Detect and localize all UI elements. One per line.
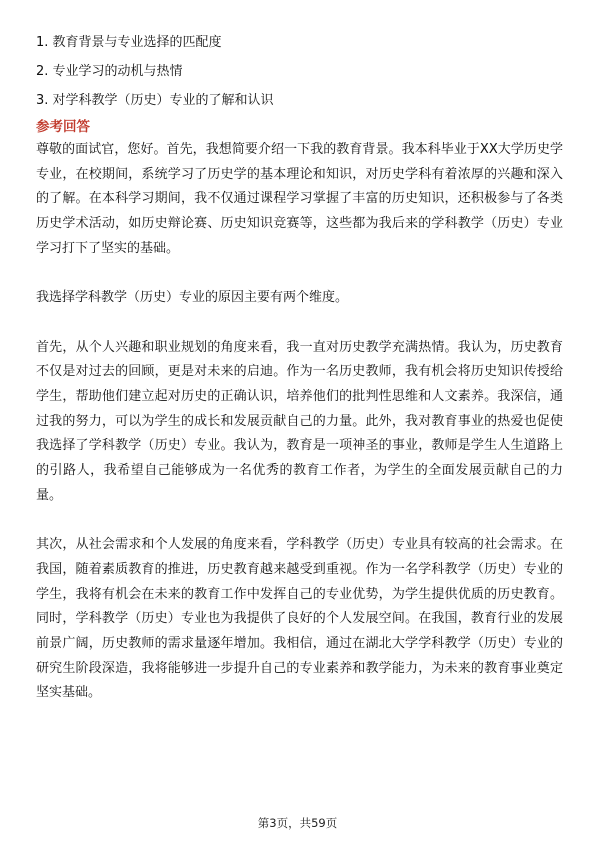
- paragraph-spacer: [36, 509, 563, 534]
- paragraph-spacer: [36, 311, 563, 336]
- question-item-1: 1. 教育背景与专业选择的匹配度: [36, 35, 222, 50]
- paragraph-education-background: 尊敬的面试官，您好。首先，我想简要介绍一下我的教育背景。我本科毕业于XX大学历史学专业，在校期间，系统学习了历史学的基本理论和知识，对历史学科有着浓厚的兴趣和深入的了解。在本科学习期间，我不仅通过课程学习掌握了丰富的历史知识，还积极参与了各类历史学术活动，如历史辩论赛、历史知识竞赛等，这些都为我后来的学科教学（历史）专业学习打下了坚实的基础。: [36, 142, 563, 256]
- paragraph-spacer: [36, 262, 563, 287]
- document-page: [36, 28, 563, 706]
- question-item-3: 3. 对学科教学（历史）专业的了解和认识: [36, 93, 274, 108]
- paragraph-social-demand: 其次，从社会需求和个人发展的角度来看，学科教学（历史）专业具有较高的社会需求。在我国，随着素质教育的推进，历史教育越来越受到重视。作为一名学科教学（历史）专业的学生，我将有机会在未来的教育工作中发挥自己的专业优势，为学生提供优质的历史教育。同时，学科教学（历史）专业也为我提供了良好的个人发展空间。在我国，教育行业的发展前景广阔，历史教师的需求量逐年增加。我相信，通过在湖北大学学科教学（历史）专业的研究生阶段深造，我将能够进一步提升自己的专业素养和教学能力，为未来的教育事业奠定坚实基础。: [36, 537, 563, 701]
- question-item-2: 2. 专业学习的动机与热情: [36, 64, 183, 79]
- answer-heading: 参考回答: [36, 119, 90, 135]
- paragraph-reasons-intro: 我选择学科教学（历史）专业的原因主要有两个维度。: [36, 290, 349, 306]
- paragraph-personal-interest: 首先，从个人兴趣和职业规划的角度来看，我一直对历史教学充满热情。我认为，历史教育不仅是对过去的回顾，更是对未来的启迪。作为一名历史教师，我有机会将历史知识传授给学生，帮助他们建立起对历史的正确认识，培养他们的批判性思维和人文素养。我深信，通过我的努力，可以为学生的成长和发展贡献自己的力量。此外，我对教育事业的热爱也促使我选择了学科教学（历史）专业。我认为，教育是一项神圣的事业，教师是学生人生道路上的引路人，我希望自己能够成为一名优秀的教育工作者，为学生的全面发展贡献自己的力量。: [36, 339, 563, 503]
- page-number-footer: 第3页，共59页: [257, 816, 338, 830]
